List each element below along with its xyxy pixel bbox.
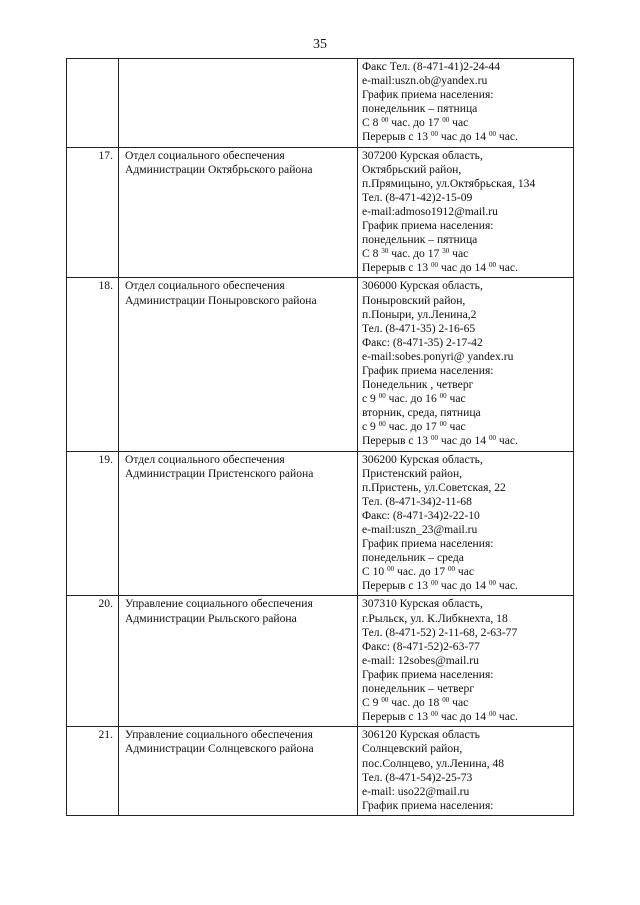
time-minutes-superscript: 00 bbox=[442, 116, 450, 125]
contact-text: час bbox=[446, 420, 466, 434]
organization-name-line: Администрации Поныровского района bbox=[125, 293, 317, 307]
contact-text: час. до 16 bbox=[385, 392, 440, 406]
contact-text: График приема населения: bbox=[362, 363, 494, 377]
time-minutes-superscript: 00 bbox=[442, 696, 450, 705]
contact-text: час. до 18 bbox=[388, 696, 443, 710]
contact-text: час. bbox=[495, 579, 518, 593]
contact-info-line bbox=[362, 579, 573, 593]
time-minutes-superscript: 00 bbox=[381, 696, 389, 705]
contact-text: час до 14 bbox=[437, 261, 489, 275]
contact-text: понедельник – пятница bbox=[362, 233, 478, 247]
contact-info-cell bbox=[358, 596, 574, 727]
row-number bbox=[67, 59, 119, 148]
organization-name-line: Администрации Рыльского района bbox=[125, 611, 297, 625]
table-row bbox=[67, 147, 574, 278]
contact-info-line bbox=[362, 102, 573, 116]
social-services-directory-table bbox=[66, 58, 574, 816]
contact-text: час. до 17 bbox=[385, 420, 440, 434]
contact-text: Факс: (8-471-52)2-63-77 bbox=[362, 639, 480, 653]
contact-info-line bbox=[362, 495, 573, 509]
contact-text: г.Рыльск, ул. К.Либкнехта, 18 bbox=[362, 611, 508, 625]
contact-info-line bbox=[362, 728, 573, 742]
contact-info-cell bbox=[358, 147, 574, 278]
contact-info-line bbox=[362, 350, 573, 364]
contact-text: Перерыв с 13 bbox=[362, 261, 431, 275]
contact-text: e-mail:sobes.ponyri@ yandex.ru bbox=[362, 349, 514, 363]
contact-text: Октябрьский район, bbox=[362, 162, 462, 176]
contact-info-line bbox=[362, 88, 573, 102]
contact-info-line bbox=[362, 537, 573, 551]
row-number: 21. bbox=[67, 727, 119, 816]
contact-text: Перерыв с 13 bbox=[362, 434, 431, 448]
contact-text: п.Поныри, ул.Ленина,2 bbox=[362, 307, 477, 321]
time-minutes-superscript: 00 bbox=[488, 710, 496, 719]
contact-text: п.Прямицыно, ул.Октябрьская, 134 bbox=[362, 176, 536, 190]
contact-text: час. до 17 bbox=[394, 565, 449, 579]
time-minutes-superscript: 00 bbox=[430, 710, 438, 719]
organization-name-cell bbox=[119, 59, 358, 148]
table-row bbox=[67, 451, 574, 596]
contact-info-line bbox=[362, 392, 573, 406]
contact-info-line bbox=[362, 60, 573, 74]
contact-text: 306000 Курская область, bbox=[362, 279, 483, 293]
contact-info-line bbox=[362, 116, 573, 130]
contact-text: вторник, среда, пятница bbox=[362, 406, 481, 420]
contact-info-cell bbox=[358, 59, 574, 148]
organization-name-cell bbox=[119, 278, 358, 451]
contact-info-line bbox=[362, 710, 573, 724]
contact-text: Факс Тел. (8-471-41)2-24-44 bbox=[362, 60, 500, 73]
contact-info-line bbox=[362, 467, 573, 481]
organization-name-line: Отдел социального обеспечения bbox=[125, 452, 285, 466]
organization-name-line: Отдел социального обеспечения bbox=[125, 148, 285, 162]
contact-info-line bbox=[362, 434, 573, 448]
contact-text: час до 14 bbox=[437, 579, 489, 593]
contact-text: e-mail: uso22@mail.ru bbox=[362, 784, 470, 798]
contact-info-line bbox=[362, 771, 573, 785]
contact-text: Пристенский район, bbox=[362, 466, 463, 480]
contact-info-line bbox=[362, 261, 573, 275]
contact-text: понедельник – среда bbox=[362, 551, 464, 565]
contact-text: пос.Солнцево, ул.Ленина, 48 bbox=[362, 756, 505, 770]
time-minutes-superscript: 00 bbox=[430, 130, 438, 139]
contact-text: 307200 Курская область, bbox=[362, 148, 483, 162]
time-minutes-superscript: 00 bbox=[378, 420, 386, 429]
contact-info-line bbox=[362, 406, 573, 420]
page-number: 35 bbox=[313, 37, 327, 52]
contact-text: Тел. (8-471-35) 2-16-65 bbox=[362, 321, 476, 335]
organization-name-cell bbox=[119, 596, 358, 727]
contact-text: График приема населения: bbox=[362, 537, 494, 551]
contact-text: Факс: (8-471-35) 2-17-42 bbox=[362, 335, 483, 349]
contact-text: час bbox=[449, 696, 469, 710]
contact-info-line bbox=[362, 130, 573, 144]
contact-text: час. до 17 bbox=[388, 116, 443, 130]
contact-info-line bbox=[362, 177, 573, 191]
contact-info-line bbox=[362, 626, 573, 640]
contact-info-line bbox=[362, 149, 573, 163]
contact-text: час bbox=[455, 565, 475, 579]
time-minutes-superscript: 00 bbox=[430, 579, 438, 588]
contact-text: e-mail:uszn_23@mail.ru bbox=[362, 523, 478, 536]
contact-text: п.Пристень, ул.Советская, 22 bbox=[362, 480, 506, 494]
time-minutes-superscript: 00 bbox=[439, 420, 447, 429]
contact-info-line bbox=[362, 757, 573, 771]
contact-info-line bbox=[362, 523, 573, 537]
contact-text: Поныровский район, bbox=[362, 293, 466, 307]
contact-text: понедельник – пятница bbox=[362, 102, 478, 116]
organization-name-cell bbox=[119, 147, 358, 278]
contact-text: e-mail:admoso1912@mail.ru bbox=[362, 204, 498, 218]
contact-text: Понедельник , четверг bbox=[362, 378, 474, 392]
time-minutes-superscript: 00 bbox=[387, 565, 395, 574]
organization-name-line: Администрации Пристенского района bbox=[125, 466, 314, 480]
contact-info-line bbox=[362, 509, 573, 523]
contact-text: час. bbox=[495, 261, 518, 275]
contact-text: с 9 bbox=[362, 392, 379, 406]
table-row bbox=[67, 596, 574, 727]
contact-text: час. до 17 bbox=[388, 247, 443, 261]
contact-text: Тел. (8-471-54)2-25-73 bbox=[362, 770, 473, 784]
organization-name-cell bbox=[119, 727, 358, 816]
time-minutes-superscript: 00 bbox=[488, 130, 496, 139]
contact-info-line bbox=[362, 336, 573, 350]
contact-info-line bbox=[362, 364, 573, 378]
contact-text: Тел. (8-471-34)2-11-68 bbox=[362, 494, 472, 508]
organization-name-line: Администрации Октябрьского района bbox=[125, 162, 313, 176]
contact-text: С 10 bbox=[362, 565, 388, 579]
contact-text: 306120 Курская область bbox=[362, 728, 480, 742]
organization-name-cell bbox=[119, 451, 358, 596]
time-minutes-superscript: 00 bbox=[378, 392, 386, 401]
row-number: 17. bbox=[67, 147, 119, 278]
contact-info-line bbox=[362, 308, 573, 322]
time-minutes-superscript: 00 bbox=[430, 434, 438, 443]
contact-text: С 9 bbox=[362, 696, 382, 710]
contact-info-line bbox=[362, 219, 573, 233]
contact-text: час до 14 bbox=[437, 130, 489, 144]
contact-info-line bbox=[362, 640, 573, 654]
contact-info-line bbox=[362, 742, 573, 756]
contact-text: час. bbox=[495, 434, 518, 448]
contact-info-line bbox=[362, 565, 573, 579]
organization-name-line: Администрации Солнцевского района bbox=[125, 742, 314, 756]
table-row bbox=[67, 59, 574, 148]
contact-text: С 8 bbox=[362, 116, 382, 130]
table-row bbox=[67, 278, 574, 451]
organization-name-line: Управление социального обеспечения bbox=[125, 728, 313, 742]
contact-text: Факс: (8-471-34)2-22-10 bbox=[362, 508, 480, 522]
contact-text: e-mail:uszn.ob@yandex.ru bbox=[362, 74, 488, 88]
contact-text: час. bbox=[495, 710, 518, 724]
contact-info-line bbox=[362, 294, 573, 308]
contact-text: График приема населения: bbox=[362, 798, 494, 812]
contact-text: час. bbox=[495, 130, 518, 144]
contact-text: График приема населения: bbox=[362, 219, 494, 233]
contact-info-line bbox=[362, 668, 573, 682]
contact-text: с 9 bbox=[362, 420, 379, 434]
contact-text: Перерыв с 13 bbox=[362, 579, 431, 593]
contact-info-line bbox=[362, 74, 573, 88]
contact-info-line bbox=[362, 247, 573, 261]
contact-text: Тел. (8-471-42)2-15-09 bbox=[362, 190, 473, 204]
contact-text: час до 14 bbox=[437, 434, 489, 448]
contact-info-line bbox=[362, 453, 573, 467]
contact-text: понедельник – четверг bbox=[362, 682, 475, 696]
time-minutes-superscript: 30 bbox=[381, 247, 389, 256]
contact-text: С 8 bbox=[362, 247, 382, 261]
contact-info-line bbox=[362, 205, 573, 219]
row-number: 19. bbox=[67, 451, 119, 596]
time-minutes-superscript: 00 bbox=[448, 565, 456, 574]
contact-info-cell bbox=[358, 451, 574, 596]
contact-info-line bbox=[362, 696, 573, 710]
contact-info-line bbox=[362, 481, 573, 495]
contact-text: График приема населения: bbox=[362, 88, 494, 102]
time-minutes-superscript: 00 bbox=[381, 116, 389, 125]
contact-text: Перерыв с 13 bbox=[362, 130, 431, 144]
contact-info-line bbox=[362, 163, 573, 177]
time-minutes-superscript: 00 bbox=[488, 261, 496, 270]
contact-text: час bbox=[446, 392, 466, 406]
contact-info-line bbox=[362, 420, 573, 434]
contact-info-cell bbox=[358, 278, 574, 451]
contact-text: 306200 Курская область, bbox=[362, 452, 483, 466]
contact-text: час bbox=[449, 247, 469, 261]
contact-info-cell bbox=[358, 727, 574, 816]
time-minutes-superscript: 00 bbox=[488, 579, 496, 588]
time-minutes-superscript: 30 bbox=[442, 247, 450, 256]
contact-info-line bbox=[362, 682, 573, 696]
contact-info-line bbox=[362, 612, 573, 626]
organization-name-line: Управление социального обеспечения bbox=[125, 597, 313, 611]
contact-text: Перерыв с 13 bbox=[362, 710, 431, 724]
contact-info-line bbox=[362, 597, 573, 611]
contact-text: час до 14 bbox=[437, 710, 489, 724]
time-minutes-superscript: 00 bbox=[430, 261, 438, 270]
contact-text: График приема населения: bbox=[362, 667, 494, 681]
contact-text: e-mail: 12sobes@mail.ru bbox=[362, 653, 479, 667]
contact-info-line bbox=[362, 233, 573, 247]
contact-text: Тел. (8-471-52) 2-11-68, 2-63-77 bbox=[362, 625, 518, 639]
contact-info-line bbox=[362, 785, 573, 799]
row-number: 18. bbox=[67, 278, 119, 451]
contact-text: 307310 Курская область, bbox=[362, 597, 483, 611]
contact-info-line bbox=[362, 551, 573, 565]
contact-info-line bbox=[362, 191, 573, 205]
organization-name-line: Отдел социального обеспечения bbox=[125, 279, 285, 293]
time-minutes-superscript: 00 bbox=[439, 392, 447, 401]
contact-info-line bbox=[362, 378, 573, 392]
row-number: 20. bbox=[67, 596, 119, 727]
contact-info-line bbox=[362, 654, 573, 668]
table-body bbox=[67, 59, 574, 816]
contact-text: Солнцевский район, bbox=[362, 742, 463, 756]
contact-info-line bbox=[362, 322, 573, 336]
contact-info-line bbox=[362, 799, 573, 813]
table-row bbox=[67, 727, 574, 816]
contact-text: час bbox=[449, 116, 469, 130]
contact-info-line bbox=[362, 279, 573, 293]
time-minutes-superscript: 00 bbox=[488, 434, 496, 443]
